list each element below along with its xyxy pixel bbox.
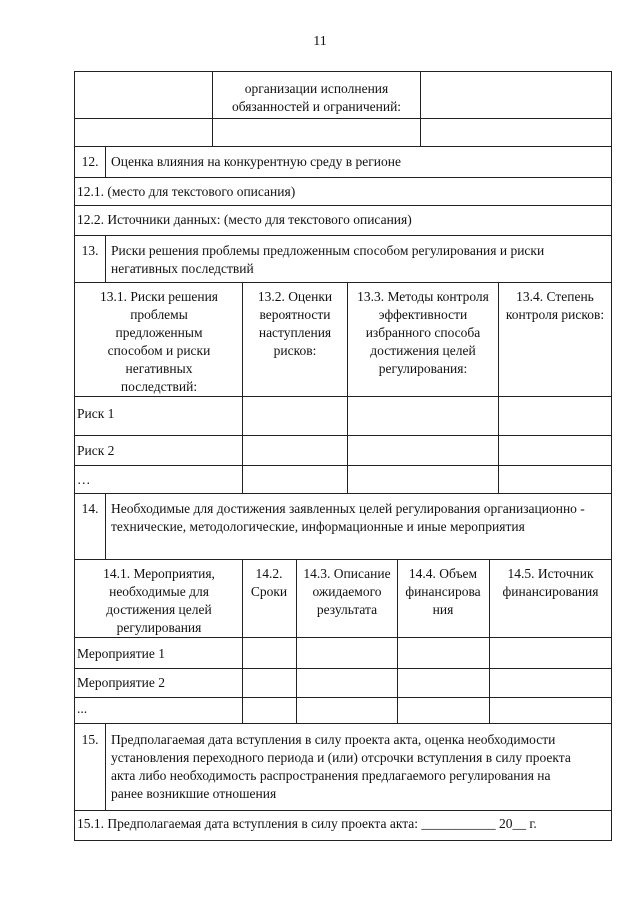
section-15-title: Предполагаемая дата вступления в силу проекта акта, оценка необходимости установления переходного периода и (или) отсрочки вступления в силу проекта акта либо необходимость распространения предлагаемого регулирования на ранее возникшие отношения — [111, 732, 571, 801]
row-12-1: 12.1. (место для текстового описания) — [77, 184, 296, 199]
section-13-title: Риски решения проблемы предложенным способом регулирования и риски негативных последствий — [111, 243, 545, 276]
section-12-number: 12. — [81, 154, 99, 169]
top-row-text: организации исполнения обязанностей и ограничений: — [231, 81, 402, 114]
section-14-title: Необходимые для достижения заявленных целей регулирования организационно - технические, методологические, информационные и иные мероприятия — [111, 501, 585, 534]
col-header-13-2: 13.2. Оценки вероятности наступления рисков: — [257, 289, 333, 358]
section-13-number: 13. — [81, 243, 99, 258]
section-12-title: Оценка влияния на конкурентную среду в регионе — [111, 154, 401, 169]
risk-row-1: Риск 1 — [77, 406, 115, 421]
section-15-number: 15. — [81, 732, 99, 747]
col-header-13-1: 13.1. Риски решения проблемы предложенным способом и риски негативных последствий: — [99, 289, 219, 394]
measure-row-1: Мероприятие 1 — [77, 646, 165, 661]
risk-row-2: Риск 2 — [77, 443, 115, 458]
col-header-13-4: 13.4. Степень контроля рисков: — [505, 289, 605, 322]
col-header-14-2: 14.2. Сроки — [250, 566, 288, 599]
row-15-1: 15.1. Предполагаемая дата вступления в силу проекта акта: ___________ 20__ г. — [77, 816, 537, 831]
risk-row-more: … — [77, 472, 91, 487]
col-header-14-3: 14.3. Описание ожидаемого результата — [303, 566, 391, 617]
section-14-number: 14. — [81, 501, 99, 516]
measure-row-more: ... — [77, 701, 88, 716]
col-header-14-1: 14.1. Мероприятия, необходимые для достижения целей регулирования — [103, 566, 215, 635]
page-number: 11 — [313, 34, 327, 49]
measure-row-2: Мероприятие 2 — [77, 675, 165, 690]
col-header-13-3: 13.3. Методы контроля эффективности избранного способа достижения целей регулирования: — [357, 289, 489, 376]
col-header-14-5: 14.5. Источник финансирования — [502, 566, 599, 599]
row-12-2: 12.2. Источники данных: (место для текстового описания) — [77, 212, 412, 227]
col-header-14-4: 14.4. Объем финансирова ния — [405, 566, 481, 617]
